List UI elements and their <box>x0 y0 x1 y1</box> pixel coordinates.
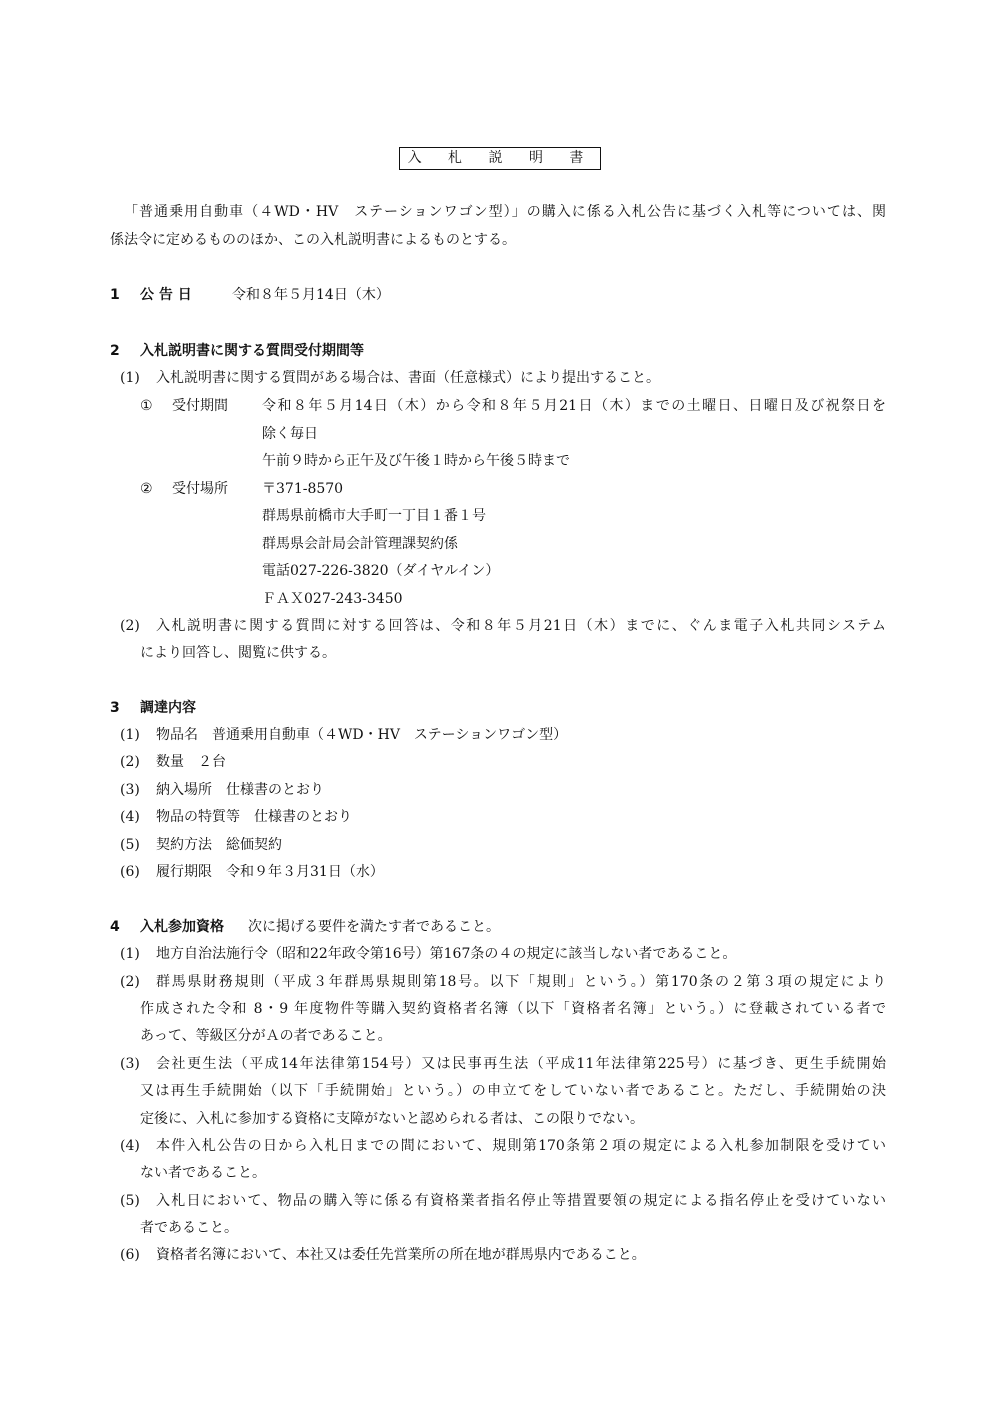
s2-p1-text: 入札説明書に関する質問がある場合は、書面（任意様式）により提出すること。 <box>156 370 660 386</box>
s2-item1-line-3: 午前９時から正午及び午後１時から午後５時まで <box>262 453 570 469</box>
s4-item-5-line-1: 入札日において、物品の購入等に係る有資格業者指名停止等措置要領の規定による指名停止を受けていない <box>156 1193 886 1209</box>
s4-item-3-line-1: 会社更生法（平成14年法律第154号）又は民事再生法（平成11年法律第225号）に基づき、更生手続開始 <box>156 1056 886 1072</box>
section-4-number: 4 <box>110 919 120 935</box>
s4-item-4-line-1: 本件入札公告の日から入札日までの間において、規則第170条第２項の規定による入札参加制限を受けてい <box>156 1138 886 1154</box>
s2-item1-line-1: 令和８年５月14日（木）から令和８年５月21日（木）までの土曜日、日曜日及び祝祭日を <box>262 398 886 414</box>
s2-item1-line-2: 除く毎日 <box>262 426 318 442</box>
s4-item-3-line-3: 定後に、入札に参加する資格に支障がないと認められる者は、この限りでない。 <box>140 1111 644 1127</box>
section-1-text: 令和８年５月14日（木） <box>232 287 390 303</box>
section-2-number: 2 <box>110 343 120 359</box>
section-3-number: 3 <box>110 700 120 716</box>
s4-item-2-line-1: 群馬県財務規則（平成３年群馬県規則第18号。以下「規則」という。）第170条の２第３項の規定により <box>156 974 886 990</box>
s3-item-4-text: 物品の特質等 仕様書のとおり <box>156 809 352 825</box>
s3-item-3-text: 納入場所 仕様書のとおり <box>156 782 324 798</box>
s2-item2-label: 受付場所 <box>172 481 228 497</box>
section-3-heading: 調達内容 <box>140 700 196 716</box>
s2-item2-line-4: 電話027-226-3820（ダイヤルイン） <box>262 563 500 579</box>
s3-item-3-number: (3) <box>120 782 140 798</box>
s4-item-4-number: (4) <box>120 1138 140 1154</box>
s4-item-1-number: (1) <box>120 946 140 962</box>
s4-item-3-line-2: 又は再生手続開始（以下「手続開始」という。）の申立てをしていない者であること。ただし、手続開始の決 <box>140 1083 886 1099</box>
s4-item-6-number: (6) <box>120 1247 140 1263</box>
s4-item-2-line-3: あって、等級区分がＡの者であること。 <box>140 1028 392 1044</box>
s3-item-2-number: (2) <box>120 754 140 770</box>
s4-item-1-line-1: 地方自治法施行令（昭和22年政令第16号）第167条の４の規定に該当しない者であること。 <box>156 946 737 962</box>
s3-item-5-number: (5) <box>120 837 140 853</box>
s3-item-5-text: 契約方法 総価契約 <box>156 837 282 853</box>
s2-p2-line-2: により回答し、閲覧に供する。 <box>140 645 336 661</box>
intro-line-2: 係法令に定めるもののほか、この入札説明書によるものとする。 <box>110 232 516 248</box>
s2-item1-label: 受付期間 <box>172 398 228 414</box>
s4-item-5-number: (5) <box>120 1193 140 1209</box>
s4-item-6-line-1: 資格者名簿において、本社又は委任先営業所の所在地が群馬県内であること。 <box>156 1247 646 1263</box>
s3-item-4-number: (4) <box>120 809 140 825</box>
section-4-lead: 次に掲げる要件を満たす者であること。 <box>248 919 500 935</box>
s2-p2-number: (2) <box>120 618 140 634</box>
s3-item-6-text: 履行期限 令和９年３月31日（水） <box>156 864 384 880</box>
s3-item-1-number: (1) <box>120 727 140 743</box>
s2-p2-line-1: 入札説明書に関する質問に対する回答は、令和８年５月21日（木）までに、ぐんま電子入札共同システム <box>156 618 886 634</box>
s4-item-4-line-2: ない者であること。 <box>140 1165 266 1181</box>
s2-item2-line-2: 群馬県前橋市大手町一丁目１番１号 <box>262 508 486 524</box>
section-4-heading: 入札参加資格 <box>140 919 224 935</box>
s2-item2-line-1: 〒371-8570 <box>262 481 344 497</box>
s3-item-1-text: 物品名 普通乗用自動車（４WD・HV ステーションワゴン型） <box>156 727 568 743</box>
s2-item2-number: ② <box>140 481 153 497</box>
s2-item1-number: ① <box>140 398 153 414</box>
s4-item-5-line-2: 者であること。 <box>140 1220 238 1236</box>
s4-item-3-number: (3) <box>120 1056 140 1072</box>
s2-p1-number: (1) <box>120 370 140 386</box>
s3-item-2-text: 数量 ２台 <box>156 754 226 770</box>
s2-item2-line-3: 群馬県会計局会計管理課契約係 <box>262 536 458 552</box>
section-2-heading: 入札説明書に関する質問受付期間等 <box>140 343 364 359</box>
s2-item2-line-5: ＦＡＸ027-243-3450 <box>262 591 403 607</box>
intro-line-1: 「普通乗用自動車（４WD・HV ステーションワゴン型）」の購入に係る入札公告に基づく入札等については、関 <box>124 204 886 220</box>
section-1-number: 1 <box>110 287 120 303</box>
s4-item-2-number: (2) <box>120 974 140 990</box>
section-1-heading: 公 告 日 <box>140 287 192 303</box>
title-container <box>0 147 1000 170</box>
s4-item-2-line-2: 作成された令和 8・9 年度物件等購入契約資格者名簿（以下「資格者名簿」という。）に登載されている者で <box>140 1001 886 1017</box>
document-title: 入 札 説 明 書 <box>399 147 602 170</box>
s3-item-6-number: (6) <box>120 864 140 880</box>
